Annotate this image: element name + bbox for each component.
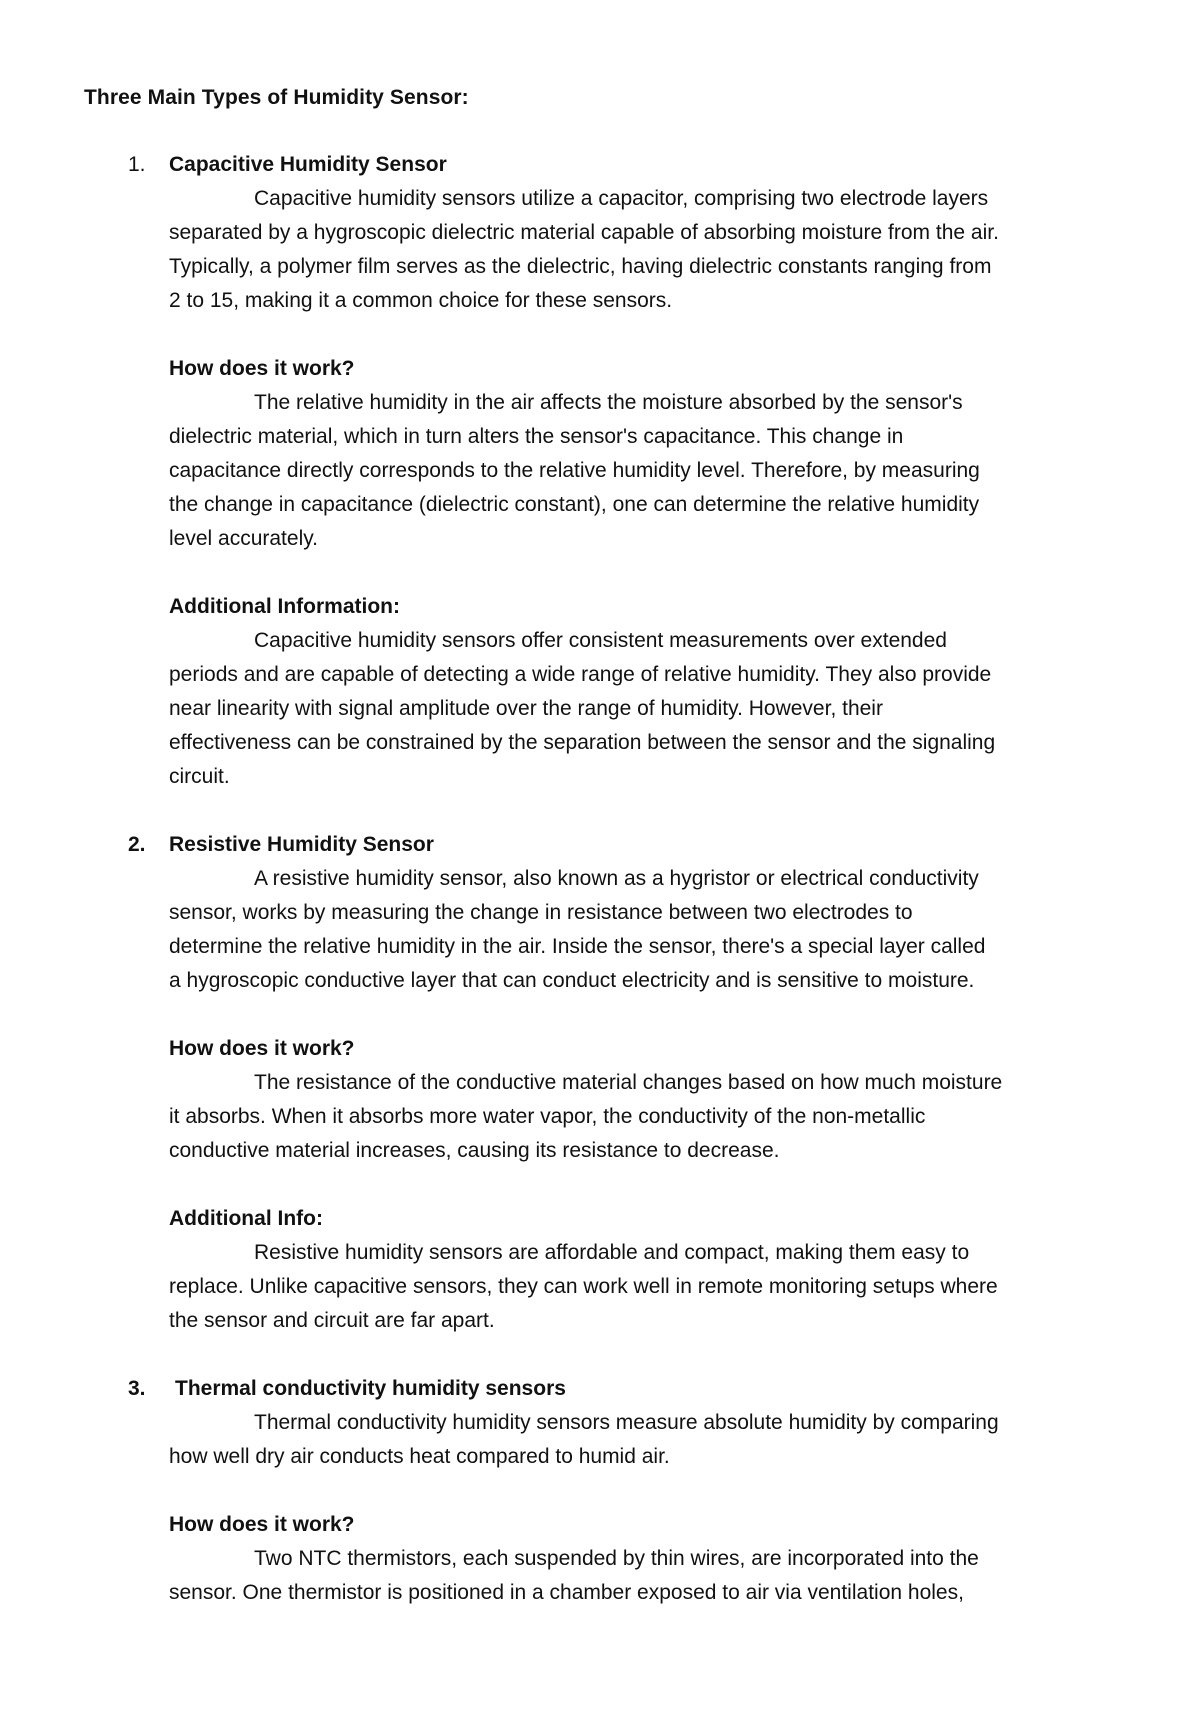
section-title: Thermal conductivity humidity sensors <box>175 1377 566 1400</box>
text-line: Capacitive humidity sensors offer consistent measurements over extended <box>254 629 947 652</box>
how-paragraph <box>169 1542 1139 1610</box>
section-body <box>84 182 1139 794</box>
section-title: Capacitive Humidity Sensor <box>169 153 447 176</box>
text-line: sensor. One thermistor is positioned in a chamber exposed to air via ventilation holes, <box>169 1581 964 1604</box>
text-line: The resistance of the conductive material changes based on how much moisture <box>254 1071 1003 1094</box>
text-line: near linearity with signal amplitude over the range of humidity. However, their <box>169 697 883 720</box>
section-body <box>84 1406 1139 1610</box>
text-line: periods and are capable of detecting a wide range of relative humidity. They also provide <box>169 663 992 686</box>
section-heading <box>84 1372 1124 1406</box>
text-line: the sensor and circuit are far apart. <box>169 1309 495 1332</box>
how-heading: How does it work? <box>169 1037 355 1060</box>
intro-paragraph <box>169 1406 1139 1474</box>
text-line: determine the relative humidity in the air. Inside the sensor, there's a special layer called <box>169 935 986 958</box>
text-line: the change in capacitance (dielectric constant), one can determine the relative humidity <box>169 493 980 516</box>
section-heading <box>84 148 1124 182</box>
section-thermal <box>84 1372 1124 1610</box>
text-line: Capacitive humidity sensors utilize a capacitor, comprising two electrode layers <box>254 187 989 210</box>
info-paragraph <box>169 624 1139 794</box>
document-title: Three Main Types of Humidity Sensor: <box>84 86 469 109</box>
how-paragraph <box>169 386 1139 556</box>
intro-paragraph <box>169 862 1139 998</box>
text-line: circuit. <box>169 765 230 788</box>
text-line: replace. Unlike capacitive sensors, they can work well in remote monitoring setups where <box>169 1275 998 1298</box>
how-heading: How does it work? <box>169 357 355 380</box>
text-line: Typically, a polymer film serves as the dielectric, having dielectric constants ranging from <box>169 255 992 278</box>
text-line: capacitance directly corresponds to the relative humidity level. Therefore, by measuring <box>169 459 980 482</box>
text-line: it absorbs. When it absorbs more water vapor, the conductivity of the non-metallic <box>169 1105 926 1128</box>
info-heading: Additional Info: <box>169 1207 323 1230</box>
section-capacitive <box>84 148 1124 794</box>
text-line: 2 to 15, making it a common choice for these sensors. <box>169 289 673 312</box>
text-line: dielectric material, which in turn alters the sensor's capacitance. This change in <box>169 425 904 448</box>
text-line: Two NTC thermistors, each suspended by thin wires, are incorporated into the <box>254 1547 979 1570</box>
text-line: a hygroscopic conductive layer that can conduct electricity and is sensitive to moisture. <box>169 969 975 992</box>
section-body <box>84 862 1139 1338</box>
intro-paragraph <box>169 182 1139 318</box>
text-line: separated by a hygroscopic dielectric material capable of absorbing moisture from the air. <box>169 221 999 244</box>
section-number: 1. <box>128 153 146 176</box>
text-line: sensor, works by measuring the change in resistance between two electrodes to <box>169 901 913 924</box>
section-resistive <box>84 828 1124 1338</box>
how-heading: How does it work? <box>169 1513 355 1536</box>
section-title: Resistive Humidity Sensor <box>169 833 434 856</box>
text-line: effectiveness can be constrained by the separation between the sensor and the signaling <box>169 731 996 754</box>
section-number: 2. <box>128 833 146 856</box>
text-line: conductive material increases, causing its resistance to decrease. <box>169 1139 780 1162</box>
section-heading <box>84 828 1124 862</box>
info-heading: Additional Information: <box>169 595 400 618</box>
how-paragraph <box>169 1066 1139 1168</box>
text-line: The relative humidity in the air affects the moisture absorbed by the sensor's <box>254 391 963 414</box>
text-line: how well dry air conducts heat compared to humid air. <box>169 1445 670 1468</box>
info-paragraph <box>169 1236 1139 1338</box>
text-line: Thermal conductivity humidity sensors measure absolute humidity by comparing <box>254 1411 999 1434</box>
text-line: A resistive humidity sensor, also known as a hygristor or electrical conductivity <box>254 867 979 890</box>
text-line: level accurately. <box>169 527 319 550</box>
section-number: 3. <box>128 1377 146 1400</box>
text-line: Resistive humidity sensors are affordable and compact, making them easy to <box>254 1241 970 1264</box>
